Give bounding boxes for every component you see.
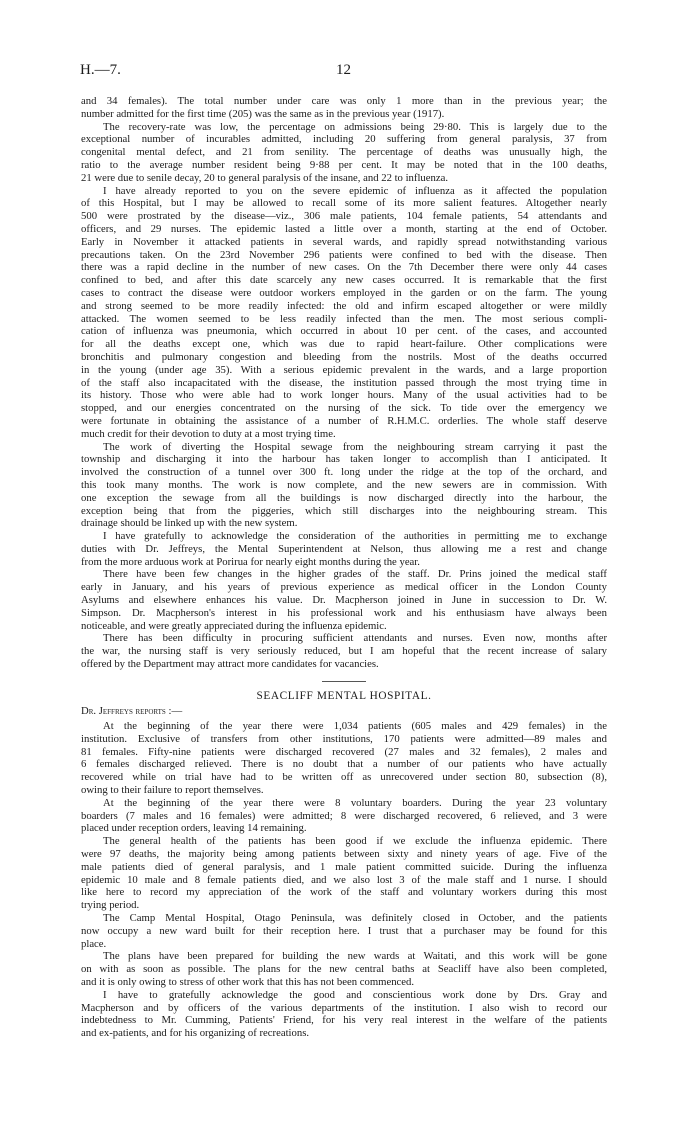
text-line: male patients died of general paralysis, and 1 male patient committed suicide. During the influenza: [81, 860, 607, 873]
paragraph: [81, 912, 607, 950]
text-line: trying period.: [81, 899, 140, 912]
section-divider: [322, 681, 366, 682]
text-line: There have been few changes in the higher grades of the staff. Dr. Prins joined the medical staff: [103, 568, 607, 581]
text-line: epidemic 10 male and 8 female patients died, and we also lost 3 of the male staff and 1 nurse. I should: [81, 873, 607, 886]
text-line: there was a rapid decline in the number of new cases. On the 7th December there were only 44 cases: [81, 261, 607, 274]
text-line: I have gratefully to acknowledge the consideration of the authorities in permitting me to exchange: [103, 530, 607, 543]
text-line: were 97 deaths, the majority being among patients between sixty and ninety years of age. Five of the: [81, 847, 607, 860]
text-line: from the more arduous work at Porirua for nearly eight months during the year.: [81, 555, 420, 568]
text-line: Early in November it attacked patients in several wards, and rapidly spread notwithstanding various: [81, 235, 607, 248]
text-line: place.: [81, 937, 107, 950]
document-reference: H.—7.: [80, 62, 121, 78]
paragraph: [81, 835, 607, 912]
porirua-report-section: [81, 95, 607, 671]
text-line: boarders (7 males and 16 females) were admitted; 8 were discharged recovered, 6 relieved, and 3 were: [81, 809, 607, 822]
text-line: owing to their failure to report themselves.: [81, 783, 264, 796]
text-line: exceptional number of incurables admitted, including 20 suffering from general paralysis, 37 from: [81, 133, 607, 146]
text-line: and it is only owing to stress of other work that this has not been commenced.: [81, 975, 415, 988]
text-line: confined to bed, and after this date scarcely any new cases occurred. It is remarkable that the first: [81, 274, 607, 287]
text-line: its history. Those who were able had to work longer hours. Many of the usual activities had to be: [81, 389, 607, 402]
text-line: one exception the sewage from all the buildings is now discharged directly into the harbour, the: [81, 491, 607, 504]
text-line: like here to record my appreciation of the work of the staff and voluntary workers during this most: [81, 886, 607, 899]
text-line: of this Hospital, but I may be allowed to recall some of its more salient features. Altogether nearly: [81, 197, 607, 210]
text-line: township and discharging it into the harbour has taken longer to accomplish than I anticipated. It: [81, 453, 607, 466]
reporter-line: Dr. Jeffreys reports :—: [81, 705, 183, 717]
text-line: officers, and 29 nurses. The epidemic lasted a little over a month, starting at the end of October.: [81, 222, 607, 235]
text-line: of the staff also incapacitated with the disease, the institution passed through the most trying time in: [81, 376, 607, 389]
text-line: congenital mental defect, and 21 from senility. The percentage of deaths was unusually high, the: [81, 146, 607, 159]
text-line: 500 were prostrated by the disease—viz., 306 male patients, 104 female patients, 54 attendants and: [81, 210, 607, 223]
paragraph: [81, 568, 607, 632]
text-line: and 34 females). The total number under care was only 1 more than in the previous year; the: [81, 95, 607, 107]
text-line: The Camp Mental Hospital, Otago Peninsula, was definitely closed in October, and the patients: [103, 911, 607, 924]
text-line: early in January, and his years of previous experience as medical officer in the London County: [81, 581, 607, 594]
text-line: and strong seemed to be more readily infected: the old and infirm escaped altogether or were mildly: [81, 299, 607, 312]
text-line: for all the deaths except one, which was due to rapid heart-failure. Other complications were: [81, 338, 607, 351]
paragraph: [81, 185, 607, 441]
text-line: duties with Dr. Jeffreys, the Mental Superintendent at Nelson, thus allowing me a rest and change: [81, 542, 607, 555]
text-line: At the beginning of the year there were 8 voluntary boarders. During the year 23 voluntary: [103, 796, 607, 809]
section-heading: SEACLIFF MENTAL HOSPITAL.: [256, 690, 432, 702]
text-line: The work of diverting the Hospital sewage from the neighbouring stream carrying it past the: [103, 440, 607, 453]
text-line: the war, the nursing staff is very seriously reduced, but I am hopeful that the recent increase of salary: [81, 645, 607, 658]
text-line: exception being that from the piggeries, which still discharges into the neighbouring stream. This: [81, 504, 607, 517]
text-line: At the beginning of the year there were 1,034 patients (605 males and 429 females) in the: [103, 720, 607, 732]
paragraph: [81, 121, 607, 185]
text-line: Simpson. Dr. Macpherson's interest in his professional work and his enthusiasm have always been: [81, 606, 607, 619]
paragraph: [81, 797, 607, 835]
text-line: on with as soon as possible. The plans for the new central baths at Seacliff have also been completed,: [81, 963, 607, 976]
page-number: 12: [336, 62, 351, 78]
text-line: stopped, and our energies concentrated on the nursing of the sick. To tide over the emergency we: [81, 402, 607, 415]
paragraph: [81, 950, 607, 988]
text-line: Macpherson and by officers of the various departments of the institution. I also wish to record our: [81, 1001, 607, 1014]
text-line: I have to gratefully acknowledge the good and conscientious work done by Drs. Gray and: [103, 988, 607, 1001]
text-line: The plans have been prepared for building the new wards at Waitati, and this work will be gone: [103, 950, 607, 963]
text-line: were fortunate in obtaining the assistance of a number of R.H.M.C. orderlies. The whole staff deserve: [81, 414, 607, 427]
paragraph: [81, 441, 607, 531]
text-line: noticeable, and were greatly appreciated during the influenza epidemic.: [81, 619, 387, 632]
text-line: cases to contract the disease were outdoor workers employed in the garden or on the farm. The young: [81, 286, 607, 299]
text-line: number admitted for the first time (205) was the same as in the previous year (1917).: [81, 107, 445, 120]
text-line: this took many months. The work is now complete, and the new sewers are in commission. With: [81, 478, 607, 491]
text-line: ratio to the average number resident being 9·88 per cent. It may be noted that in the 100 deaths,: [81, 158, 607, 171]
text-line: drainage should be linked up with the new system.: [81, 517, 298, 530]
text-line: much credit for their devotion to duty at a most trying time.: [81, 427, 336, 440]
paragraph: [81, 632, 607, 670]
text-line: bronchitis and pulmonary congestion and bleeding from the nostrils. Most of the deaths occurred: [81, 350, 607, 363]
text-line: offered by the Department may attract more candidates for vacancies.: [81, 658, 379, 671]
text-line: precautions taken. On the 23rd November 296 patients were confined to bed with the disease. Then: [81, 248, 607, 261]
paragraph: [81, 530, 607, 568]
text-line: The recovery-rate was low, the percentage on admissions being 29·80. This is largely due to the: [103, 120, 607, 133]
paragraph: [81, 720, 607, 797]
text-line: placed under reception orders, leaving 14 remaining.: [81, 822, 307, 835]
paragraph: [81, 989, 607, 1040]
seacliff-report-section: [81, 720, 607, 1040]
text-line: Asylums and elsewhere enhances his value. Dr. Macpherson joined in June in succession to Dr. W.: [81, 594, 607, 607]
text-line: I have already reported to you on the severe epidemic of influenza as it affected the population: [103, 184, 607, 197]
text-line: cation of influenza was pneumonia, which occurred in about 10 per cent. of the cases, and accounted: [81, 325, 607, 338]
text-line: 21 were due to senile decay, 20 to general paralysis of the insane, and 22 to influenza.: [81, 171, 449, 184]
text-line: The general health of the patients has been good if we exclude the influenza epidemic. There: [103, 835, 607, 848]
paragraph: [81, 95, 607, 121]
text-line: now occupy a new ward built for their reception here. I trust that a purchaser may be found for this: [81, 924, 607, 937]
text-line: 81 females. Fifty-nine patients were discharged recovered (27 males and 32 females), 2 males and: [81, 745, 607, 758]
text-line: attacked. The women seemed to be less readily infected than the men. The most serious compli-: [81, 312, 607, 325]
text-line: indebtedness to Mr. Cumming, Patients' Friend, for his very real interest in the welfare of the patients: [81, 1014, 607, 1027]
text-line: and ex-patients, and for his organizing of recreations.: [81, 1027, 310, 1040]
text-line: in the young (under age 35). With a serious epidemic prevalent in the wards, and a large proportion: [81, 363, 607, 376]
text-line: involved the construction of a tunnel over 300 ft. long under the ridge at the top of the orchard, and: [81, 466, 607, 479]
text-line: institution. Exclusive of transfers from other institutions, 170 patients were admitted—89 males and: [81, 732, 607, 745]
text-line: recovered while on trial have had to be written off as unrecovered under section 80, subsection (8),: [81, 771, 607, 784]
text-line: 6 females discharged relieved. There is no doubt that a number of our patients who have actually: [81, 758, 607, 771]
text-line: There has been difficulty in procuring sufficient attendants and nurses. Even now, months after: [103, 632, 607, 645]
